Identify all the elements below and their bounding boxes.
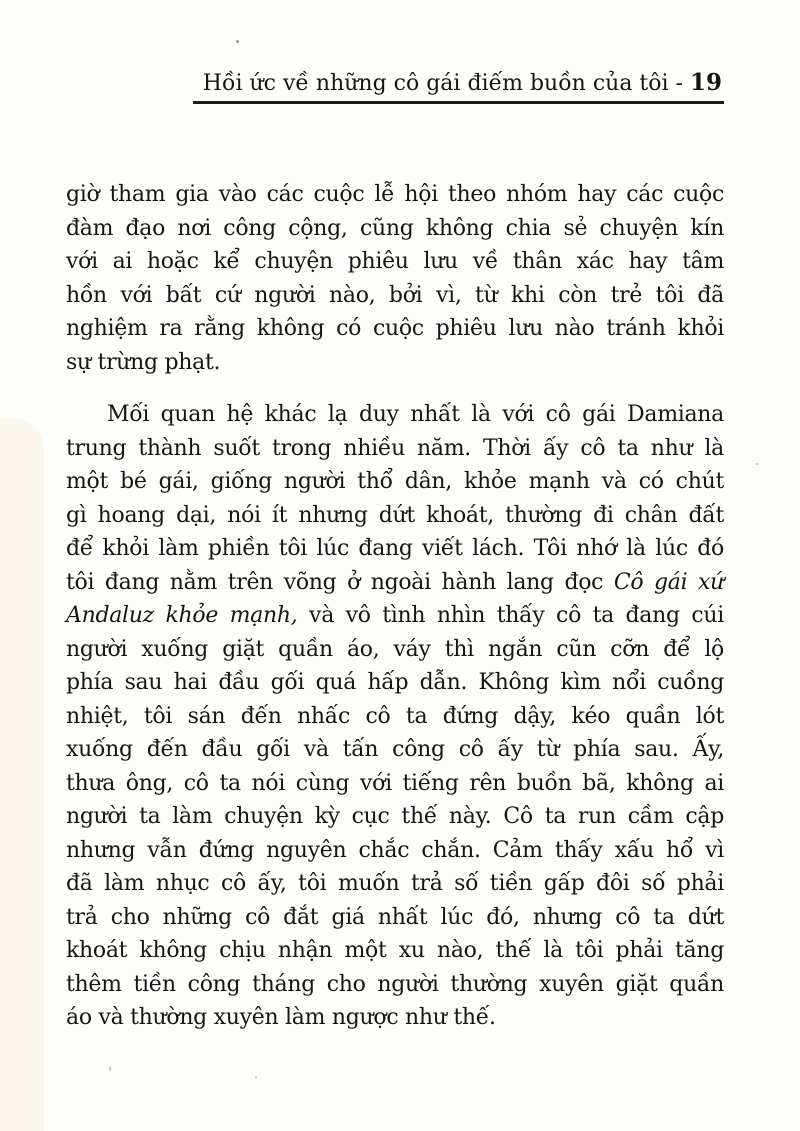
- text-line: [66, 1001, 724, 1035]
- text-segment: và vô tình nhìn thấy cô ta đang cúi: [297, 603, 724, 628]
- page-header: [66, 69, 724, 104]
- text-segment: đã làm nhục cô ấy, tôi muốn trả số tiền gấp đôi số phải: [66, 871, 724, 896]
- italic-text-segment: Andaluz khỏe mạnh,: [66, 603, 298, 628]
- text-segment: khoát không chịu nhận một xu nào, thế là tôi phải tăng: [66, 938, 724, 963]
- text-segment: hồn với bất cứ người nào, bởi vì, từ khi còn trẻ tôi đã: [66, 282, 724, 308]
- paragraph: [66, 178, 724, 379]
- text-segment: thêm tiền công tháng cho người thường xuyên giặt quần: [66, 971, 724, 997]
- text-line: [66, 279, 724, 313]
- running-title: Hồi ức về những cô gái điếm buồn của tôi: [202, 71, 669, 96]
- scan-speck: [255, 1076, 257, 1079]
- running-title-underline: [193, 69, 724, 104]
- text-line: [66, 346, 724, 380]
- body-text: [66, 178, 724, 1035]
- text-line: [66, 465, 724, 499]
- text-line: [66, 800, 724, 834]
- text-segment: với ai hoặc kể chuyện phiêu lưu về thân xác hay tâm: [66, 249, 724, 274]
- text-segment: tôi đang nằm trên võng ở ngoài hành lang đọc: [66, 569, 614, 595]
- text-segment: đàm đạo nơi công cộng, cũng không chia sẻ chuyện kín: [66, 215, 724, 241]
- text-segment: sự trừng phạt.: [66, 349, 221, 375]
- text-line: [66, 968, 724, 1002]
- italic-text-segment: Cô gái xứ: [613, 569, 724, 595]
- scan-speck: [109, 1066, 111, 1071]
- text-segment: áo và thường xuyên làm ngược như thế.: [66, 1005, 496, 1030]
- text-segment: một bé gái, giống người thổ dân, khỏe mạnh và có chút: [66, 469, 724, 494]
- text-segment: nhưng vẫn đứng nguyên chắc chắn. Cảm thấy xấu hổ vì: [66, 837, 724, 863]
- text-line: [66, 867, 724, 901]
- text-line: [66, 178, 724, 212]
- paragraph: [66, 398, 724, 1035]
- text-segment: gì hoang dại, nói ít nhưng dứt khoát, thường đi chân đất: [66, 502, 724, 528]
- text-line: [66, 312, 724, 346]
- text-line: [66, 901, 724, 935]
- text-segment: nghiệm ra rằng không có cuộc phiêu lưu nào tránh khỏi: [66, 316, 724, 341]
- text-segment: xuống đến đầu gối và tấn công cô ấy từ phía sau. Ấy,: [66, 737, 724, 762]
- text-line: [66, 934, 724, 968]
- text-segment: giờ tham gia vào các cuộc lễ hội theo nhóm hay các cuộc: [66, 182, 724, 207]
- scan-light-band: [0, 418, 44, 1131]
- text-line: [66, 432, 724, 466]
- text-segment: người xuống giặt quần áo, váy thì ngắn cũn cỡn để lộ: [66, 636, 724, 662]
- text-line: [66, 499, 724, 533]
- text-line: [66, 532, 724, 566]
- text-line: [66, 666, 724, 700]
- text-line: [66, 212, 724, 246]
- text-segment: Mối quan hệ khác lạ duy nhất là với cô gái Damiana: [107, 402, 724, 427]
- text-line: [66, 834, 724, 868]
- scan-speck: [236, 40, 239, 43]
- text-line: [66, 733, 724, 767]
- text-line: [66, 566, 724, 600]
- text-segment: để khỏi làm phiền tôi lúc đang viết lách. Tôi nhớ là lúc đó: [66, 536, 724, 561]
- page-number: 19: [689, 69, 722, 96]
- text-line: [66, 599, 724, 633]
- text-line: [66, 245, 724, 279]
- text-line: [66, 398, 724, 432]
- text-segment: nhiệt, tôi sán đến nhấc cô ta đứng dậy, kéo quần lót: [66, 703, 724, 729]
- text-segment: trả cho những cô đắt giá nhất lúc đó, nhưng cô ta dứt: [66, 904, 724, 930]
- scan-speck: [755, 463, 759, 465]
- text-line: [66, 700, 724, 734]
- text-segment: thưa ông, cô ta nói cùng với tiếng rên buồn bã, không ai: [66, 770, 724, 796]
- text-line: [66, 767, 724, 801]
- text-line: [66, 633, 724, 667]
- text-segment: người ta làm chuyện kỳ cục thế này. Cô ta run cầm cập: [66, 804, 724, 829]
- text-segment: phía sau hai đầu gối quá hấp dẫn. Không kìm nổi cuồng: [66, 670, 724, 695]
- text-segment: trung thành suốt trong nhiều năm. Thời ấy cô ta như là: [66, 435, 724, 461]
- header-separator: -: [668, 71, 690, 96]
